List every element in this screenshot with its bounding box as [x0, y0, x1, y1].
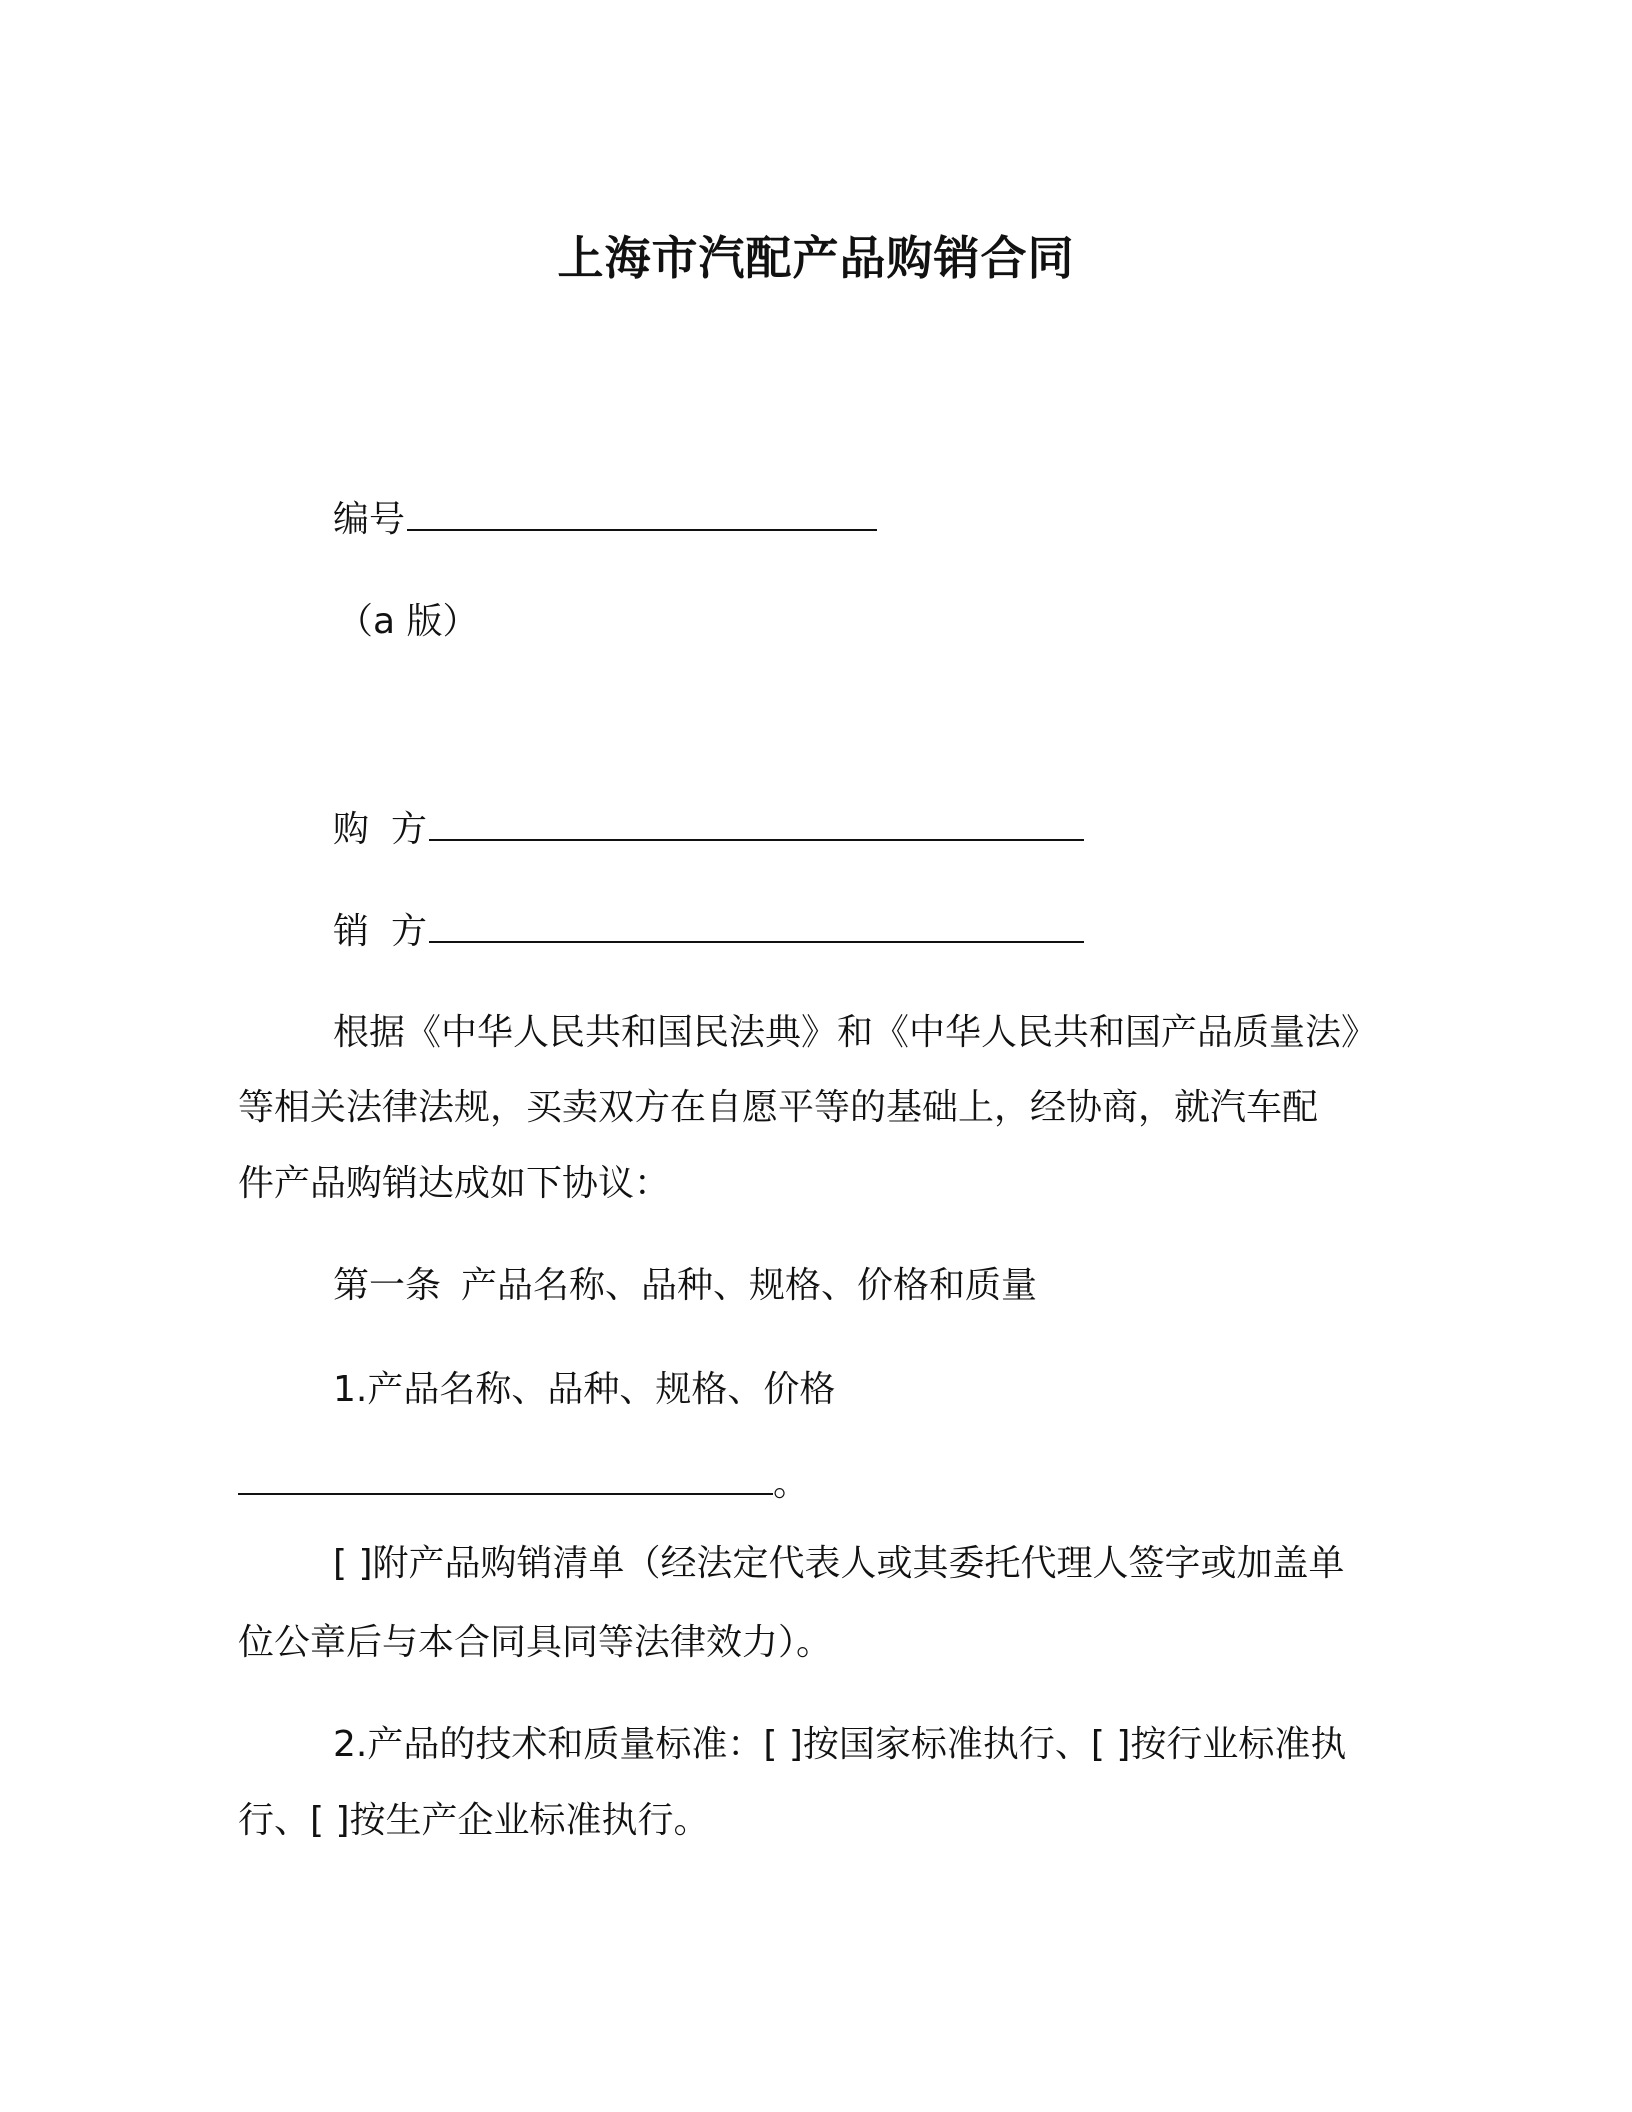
intro-line-3: 件产品购销达成如下协议： — [238, 1163, 671, 1204]
intro-line-2: 等相关法律法规，买卖双方在自愿平等的基础上，经协商，就汽车配 — [238, 1087, 1319, 1128]
article-1-title: 产品名称、品种、规格、价格和质量 — [461, 1265, 1038, 1306]
seller-label-char-1: 销 — [333, 911, 370, 952]
attachment-line-2: 位公章后与本合同具同等法律效力）。 — [238, 1622, 833, 1663]
document-title: 上海市汽配产品购销合同 — [557, 231, 1075, 285]
item-2-line-1: 2.产品的技术和质量标准：[ ]按国家标准执行、[ ]按行业标准执 — [333, 1724, 1347, 1765]
seller-line — [333, 911, 1084, 952]
buyer-line — [333, 809, 1084, 850]
item-1-period: 。 — [773, 1463, 810, 1504]
contract-number-label: 编号 — [333, 499, 406, 540]
buyer-blank — [429, 835, 1084, 841]
item-1-blank — [238, 1489, 773, 1495]
attachment-line-1: [ ]附产品购销清单（经法定代表人或其委托代理人签字或加盖单 — [333, 1543, 1345, 1584]
item-2-line-2: 行、[ ]按生产企业标准执行。 — [238, 1800, 710, 1841]
article-1-heading — [333, 1265, 1038, 1306]
contract-number-line — [333, 499, 877, 540]
seller-blank — [429, 937, 1084, 943]
intro-line-1: 根据《中华人民共和国民法典》和《中华人民共和国产品质量法》 — [333, 1012, 1378, 1053]
seller-label-char-2: 方 — [391, 911, 428, 952]
version-label: （a 版） — [337, 601, 479, 642]
article-1-number: 第一条 — [333, 1265, 442, 1306]
buyer-label-char-1: 购 — [333, 809, 370, 850]
buyer-label-char-2: 方 — [391, 809, 428, 850]
item-1-blank-line — [238, 1463, 810, 1504]
contract-number-blank — [407, 525, 877, 531]
item-1-label: 1.产品名称、品种、规格、价格 — [333, 1369, 836, 1410]
